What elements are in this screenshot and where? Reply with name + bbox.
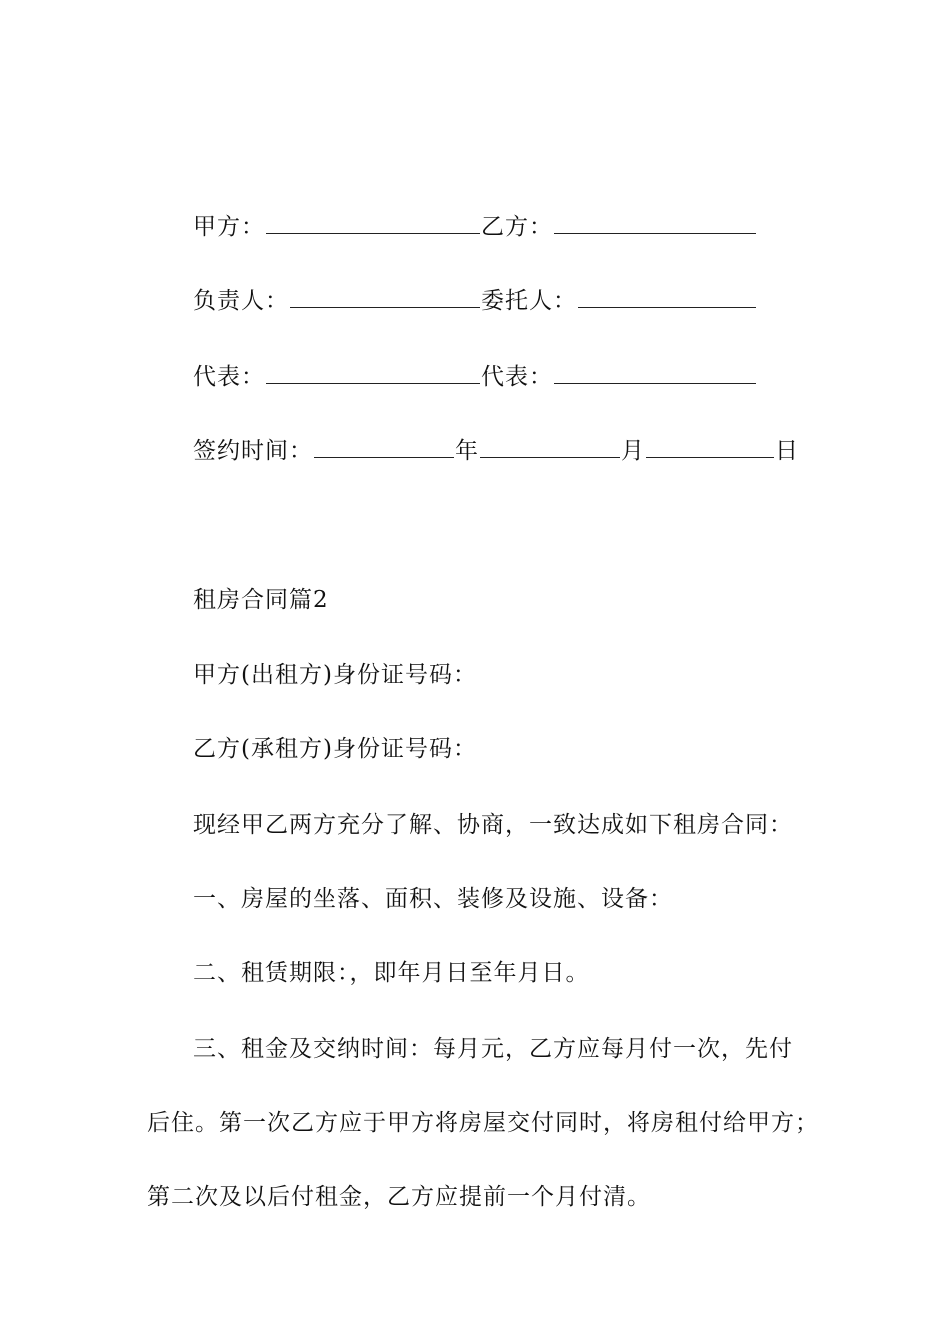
day-blank [646, 437, 774, 458]
party-a-id-line: 甲方(出租方)身份证号码： [193, 662, 477, 688]
contract-title: 租房合同篇2 [193, 587, 329, 613]
rep-a-label: 代表： [193, 364, 265, 390]
party-b-id-line: 乙方(承租方)身份证号码： [193, 736, 477, 762]
signature-row-date [193, 436, 799, 466]
year-blank [314, 437, 454, 458]
clause-2: 二、租赁期限：，即年月日至年月日。 [193, 960, 590, 986]
clause-3-line-3: 第二次及以后付租金，乙方应提前一个月付清。 [147, 1184, 651, 1210]
day-label: 日 [775, 438, 799, 464]
person-in-charge-label: 负责人： [193, 288, 289, 314]
signature-row-parties [193, 212, 757, 242]
rep-a-blank [266, 363, 480, 384]
party-b-label: 乙方： [481, 214, 553, 240]
month-label: 月 [621, 438, 645, 464]
signature-row-representatives [193, 362, 757, 392]
party-a-label: 甲方： [193, 214, 265, 240]
clause-3-line-2: 后住。第一次乙方应于甲方将房屋交付同时，将房租付给甲方； [147, 1110, 819, 1136]
party-b-blank [554, 213, 756, 234]
clause-1: 一、房屋的坐落、面积、装修及设施、设备： [193, 886, 673, 912]
intro-paragraph: 现经甲乙两方充分了解、协商，一致达成如下租房合同： [193, 812, 793, 838]
sign-date-label: 签约时间： [193, 438, 313, 464]
entrusted-blank [578, 287, 756, 308]
signature-row-responsible [193, 286, 757, 316]
person-in-charge-blank [290, 287, 480, 308]
entrusted-label: 委托人： [481, 288, 577, 314]
rep-b-label: 代表： [481, 364, 553, 390]
rep-b-blank [554, 363, 756, 384]
clause-3-line-1: 三、租金及交纳时间：每月元，乙方应每月付一次，先付 [193, 1036, 793, 1062]
year-label: 年 [455, 438, 479, 464]
month-blank [480, 437, 620, 458]
party-a-blank [266, 213, 480, 234]
